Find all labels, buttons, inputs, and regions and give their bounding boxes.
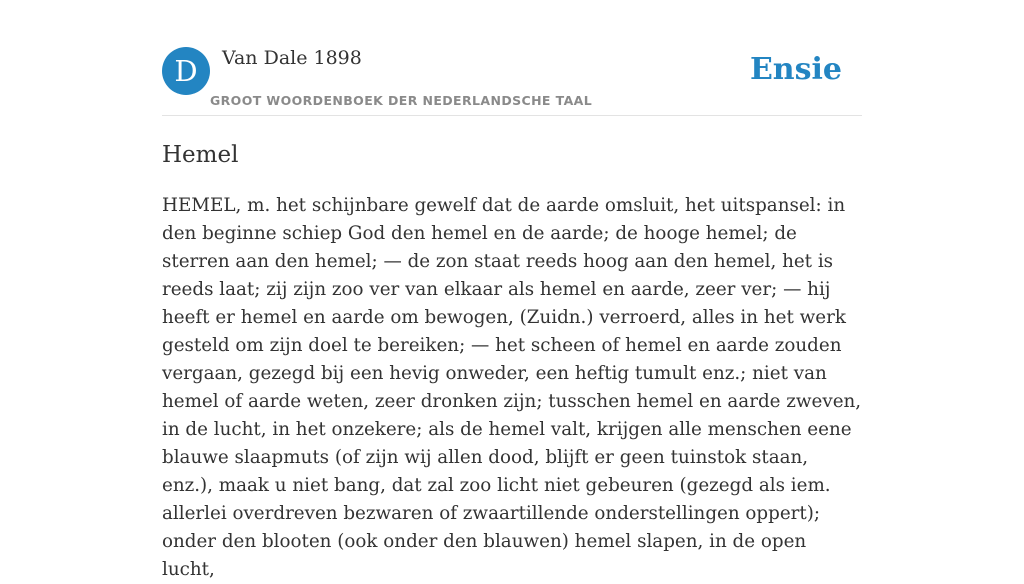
dictionary-logo[interactable]: D: [162, 47, 210, 95]
entry-title: Hemel: [162, 142, 239, 168]
dictionary-title[interactable]: Van Dale 1898: [222, 47, 362, 69]
site-header: [162, 46, 862, 116]
entry-definition: HEMEL, m. het schijnbare gewelf dat de aarde omsluit, het uitspansel: in den beginne schiep God den hemel en de aarde; de hooge hemel; de sterren aan den hemel; — de zon staat reeds hoog aan den hemel, het is reeds laat; zij zijn zoo ver van elkaar als hemel en aarde, zeer ver; — hij heeft er hemel en aarde om bewogen, (Zuidn.) verroerd, alles in het werk gesteld om zijn doel te bereiken; — het scheen of hemel en aarde zouden vergaan, gezegd bij een hevig onweder, een heftig tumult enz.; niet van hemel of aarde weten, zeer dronken zijn; tusschen hemel en aarde zweven, in de lucht, in het onzekere; als de hemel valt, krijgen alle menschen eene blauwe slaapmuts (of zijn wij allen dood, blijft er geen tuinstok staan, enz.), maak u niet bang, dat zal zoo licht niet gebeuren (gezegd als iem. allerlei overdreven bezwaren of zwaartillende onderstellingen oppert); onder den blooten (ook onder den blauwen) hemel slapen, in de open lucht,: [162, 195, 862, 580]
ensie-logo[interactable]: Ensie: [749, 52, 842, 87]
dictionary-subtitle: GROOT WOORDENBOEK DER NEDERLANDSCHE TAAL: [210, 93, 593, 108]
